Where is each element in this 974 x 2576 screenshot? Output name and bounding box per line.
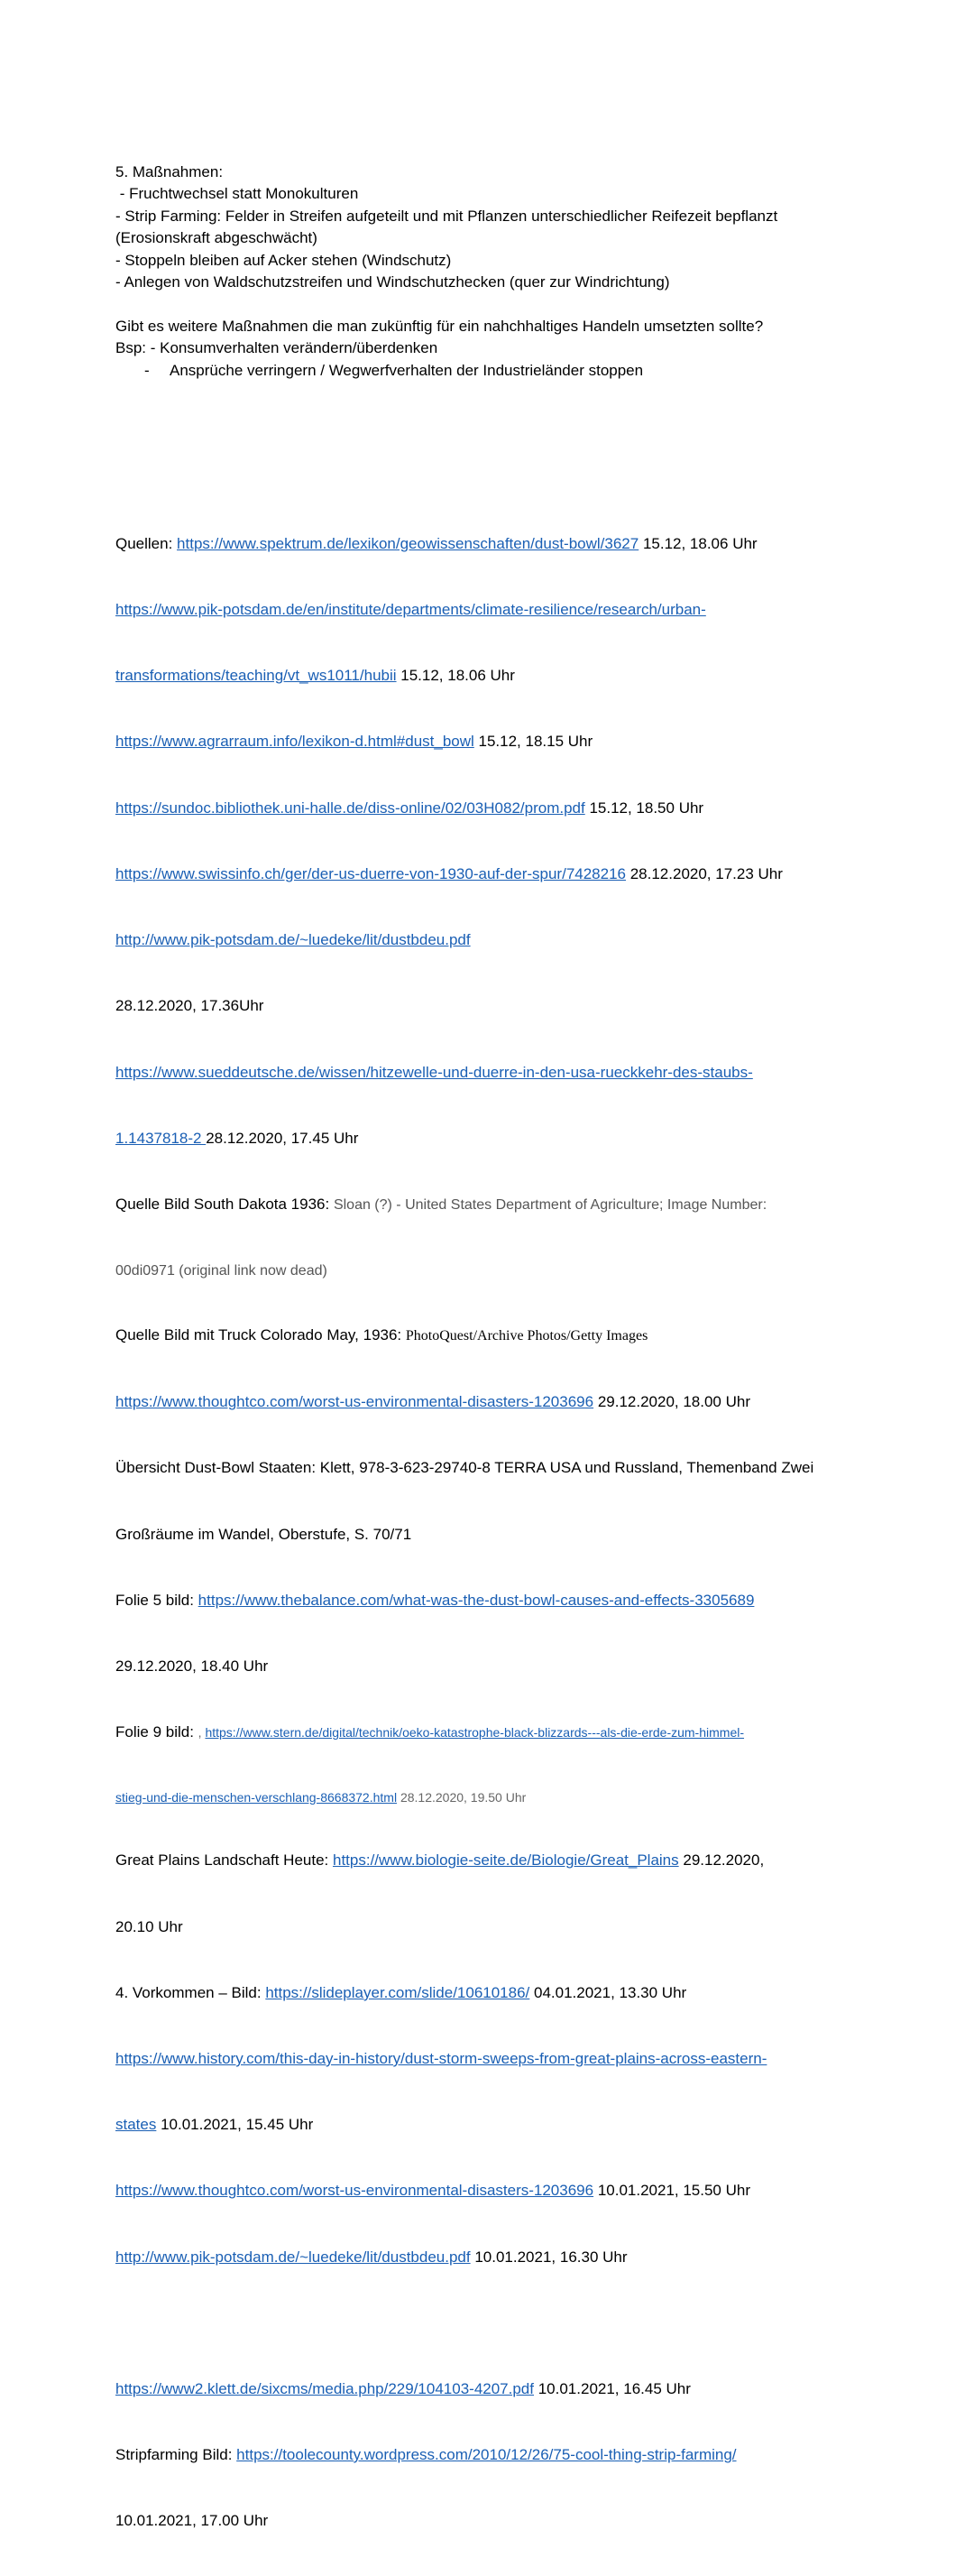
image-source-label: Quelle Bild mit Truck Colorado May, 1936: (115, 1326, 406, 1344)
question-text: Gibt es weitere Maßnahmen die man zukünftig für ein nahchhaltiges Handeln umsetzten sollte? (115, 318, 764, 335)
measure-item: - Fruchtwechsel statt Monokulturen (115, 185, 359, 203)
bullet-text: Ansprüche verringern / Wegwerfverhalten der Industrieländer stoppen (170, 361, 644, 379)
source-date: 28.12.2020, 17.23 Uhr (626, 864, 783, 882)
source-link[interactable]: https://www.thoughtco.com/worst-us-environmental-disasters-1203696 (115, 2182, 594, 2200)
slide-label: Folie 5 bild: (115, 1591, 198, 1609)
source-link[interactable]: https://www2.klett.de/sixcms/media.php/229/104103-4207.pdf (115, 2379, 534, 2397)
source-date: 10.01.2021, 17.00 Uhr (115, 2512, 269, 2530)
image-source-label: Quelle Bild South Dakota 1936: (115, 1196, 334, 1213)
comma: , (198, 1725, 206, 1740)
source-link[interactable]: https://www.swissinfo.ch/ger/der-us-duerre-von-1930-auf-der-spur/7428216 (115, 864, 626, 882)
source-date: 28.12.2020, 17.45 Uhr (206, 1129, 359, 1147)
bullet-dash: - (144, 361, 150, 379)
image-source-text: 00di0971 (original link now dead) (115, 1263, 327, 1279)
source-link[interactable]: 1.1437818-2 (115, 1129, 207, 1147)
source-date: 20.10 Uhr (115, 1917, 183, 1935)
question-section (115, 316, 864, 382)
source-link[interactable]: https://www.spektrum.de/lexikon/geowissenschaften/dust-bowl/3627 (177, 534, 639, 552)
source-link[interactable]: https://www.history.com/this-day-in-history/dust-storm-sweeps-from-great-plains-across-eastern- (115, 2050, 767, 2068)
measures-heading: 5. Maßnahmen: (115, 163, 224, 180)
measure-item: - Strip Farming: Felder in Streifen aufgeteilt und mit Pflanzen unterschiedlicher Reifezeit bepflanzt (115, 207, 778, 225)
source-date: 10.01.2021, 15.50 Uhr (593, 2182, 751, 2200)
overview-text: Übersicht Dust-Bowl Staaten: Klett, 978-3-623-29740-8 TERRA USA und Russland, Themenband Zwei (115, 1459, 814, 1477)
source-link[interactable]: https://www.thoughtco.com/worst-us-environmental-disasters-1203696 (115, 1393, 594, 1411)
source-date: 29.12.2020, 18.40 Uhr (115, 1657, 269, 1676)
source-date: 04.01.2021, 13.30 Uhr (529, 1983, 687, 2001)
source-date: 15.12, 18.06 Uhr (639, 534, 758, 552)
source-link[interactable]: https://www.sueddeutsche.de/wissen/hitzewelle-und-duerre-in-den-usa-rueckkehr-des-staubs- (115, 1063, 753, 1081)
landscape-label: Great Plains Landschaft Heute: (115, 1851, 333, 1870)
stripfarming-label: Stripfarming Bild: (115, 2445, 237, 2463)
sources-label: Quellen: (115, 534, 178, 552)
source-link[interactable]: transformations/teaching/vt_ws1011/hubii (115, 667, 397, 685)
source-date: 29.12.2020, 18.00 Uhr (593, 1393, 751, 1411)
source-link[interactable]: https://www.stern.de/digital/technik/oeko-katastrophe-black-blizzards---als-die-erde-zum-himmel- (205, 1725, 745, 1740)
measure-item: - Anlegen von Waldschutzstreifen und Windschutzhecken (quer zur Windrichtung) (115, 273, 670, 291)
overview-text: Großräume im Wandel, Oberstufe, S. 70/71 (115, 1525, 412, 1543)
measure-item: - Stoppeln bleiben auf Acker stehen (Windschutz) (115, 251, 452, 269)
question-example: Bsp: - Konsumverhalten verändern/überdenken (115, 339, 438, 357)
source-link[interactable]: https://www.pik-potsdam.de/en/institute/departments/climate-resilience/research/urban- (115, 601, 706, 619)
image-source-text: Sloan (?) - United States Department of Agriculture; Image Number: (333, 1197, 767, 1213)
occurrence-label: 4. Vorkommen – Bild: (115, 1983, 266, 2001)
source-link[interactable]: https://www.biologie-seite.de/Biologie/Great_Plains (332, 1851, 679, 1870)
source-date: 28.12.2020, 19.50 Uhr (397, 1789, 527, 1805)
source-date: 29.12.2020, (678, 1851, 765, 1870)
measure-item: (Erosionskraft abgeschwächt) (115, 229, 317, 247)
question-bullet (115, 360, 864, 382)
source-date: 28.12.2020, 17.36Uhr (115, 997, 264, 1015)
sources-section (115, 489, 864, 2576)
source-date: 10.01.2021, 16.45 Uhr (534, 2379, 691, 2397)
measures-section (115, 162, 864, 293)
source-link[interactable]: http://www.pik-potsdam.de/~luedeke/lit/dustbdeu.pdf (115, 931, 471, 949)
source-link[interactable]: http://www.pik-potsdam.de/~luedeke/lit/dustbdeu.pdf (115, 2248, 471, 2266)
source-date: 15.12, 18.15 Uhr (473, 733, 593, 751)
source-link[interactable]: stieg-und-die-menschen-verschlang-8668372.html (115, 1789, 398, 1805)
image-source-text: PhotoQuest/Archive Photos/Getty Images (405, 1328, 648, 1344)
source-link[interactable]: states (115, 2116, 157, 2134)
source-link[interactable]: https://slideplayer.com/slide/10610186/ (265, 1983, 530, 2001)
source-date: 15.12, 18.06 Uhr (396, 667, 515, 685)
spacer (115, 2313, 864, 2334)
source-date: 10.01.2021, 15.45 Uhr (156, 2116, 314, 2134)
slide-label: Folie 9 bild: (115, 1723, 198, 1741)
source-link[interactable]: https://www.agrarraum.info/lexikon-d.html#dust_bowl (115, 733, 474, 751)
source-date: 10.01.2021, 16.30 Uhr (470, 2248, 628, 2266)
source-link[interactable]: https://toolecounty.wordpress.com/2010/12/26/75-cool-thing-strip-farming/ (236, 2445, 737, 2463)
source-date: 15.12, 18.50 Uhr (584, 799, 704, 817)
source-link[interactable]: https://www.thebalance.com/what-was-the-dust-bowl-causes-and-effects-3305689 (198, 1591, 755, 1609)
source-link[interactable]: https://sundoc.bibliothek.uni-halle.de/diss-online/02/03H082/prom.pdf (115, 799, 585, 817)
